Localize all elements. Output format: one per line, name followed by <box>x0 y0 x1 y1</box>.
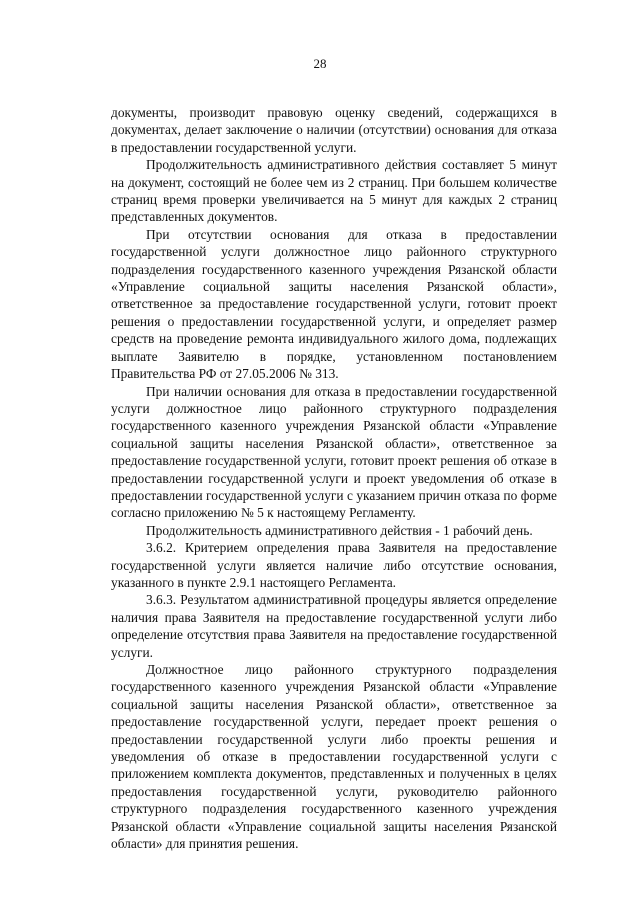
page-number: 28 <box>313 56 327 71</box>
paragraph-5: Продолжительность административного действия - 1 рабочий день. <box>146 522 533 538</box>
paragraph-1: документы, производит правовую оценку сведений, содержащихся в документах, делает заключение о наличии (отсутствии) основания для отказа в предоставлении государственной услуги. <box>111 105 557 155</box>
paragraph-6: 3.6.2. Критерием определения права Заявителя на предоставление государственной услуги является наличие либо отсутствие основания, указанного в пункте 2.9.1 настоящего Регламента. <box>111 540 557 590</box>
paragraph-4: При наличии основания для отказа в предоставлении государственной услуги должностное лицо районного структурного подразделения государственного казенного учреждения Рязанской области «Управление социальной защиты населения Рязанской области», ответственное за предоставление государственной услуги, готовит проект решения об отказе в предоставлении государственной услуги и проект уведомления об отказе в предоставлении государственной услуги с указанием причин отказа по форме согласно приложению № 5 к настоящему Регламенту. <box>111 383 557 521</box>
paragraph-8: Должностное лицо районного структурного подразделения государственного казенного учреждения Рязанской области «Управление социальной защиты населения Рязанской области», ответственное за предоставление государственной услуги, передает проект решения о предоставлении государственной услуги либо проекты решения и уведомления об отказе в предоставлении государственной услуги с приложением комплекта документов, представленных и полученных в целях предоставления государственной услуги, руководителю районного структурного подразделения государственного казенного учреждения Рязанской области «Управление социальной защиты населения Рязанской области» для принятия решения. <box>111 662 557 852</box>
paragraph-7: 3.6.3. Результатом административной процедуры является определение наличия права Заявителя на предоставление государственной услуги либо определение отсутствия права Заявителя на предоставление государственной услуги. <box>111 592 557 660</box>
paragraph-3: При отсутствии основания для отказа в предоставлении государственной услуги должностное лицо районного структурного подразделения государственного казенного учреждения Рязанской области «Управление социальной защиты населения Рязанской области», ответственное за предоставление государственной услуги, готовит проект решения о предоставлении государственной услуги, и определяет размер средств на проведение ремонта индивидуального жилого дома, подлежащих выплате Заявителю в порядке, установленном постановлением Правительства РФ от 27.05.2006 № 313. <box>111 226 557 382</box>
paragraph-2: Продолжительность административного действия составляет 5 минут на документ, состоящий не более чем из 2 страниц. При большем количестве страниц время проверки увеличивается на 5 минут для каждых 2 страниц представленных документов. <box>111 157 557 225</box>
document-body <box>111 104 557 852</box>
